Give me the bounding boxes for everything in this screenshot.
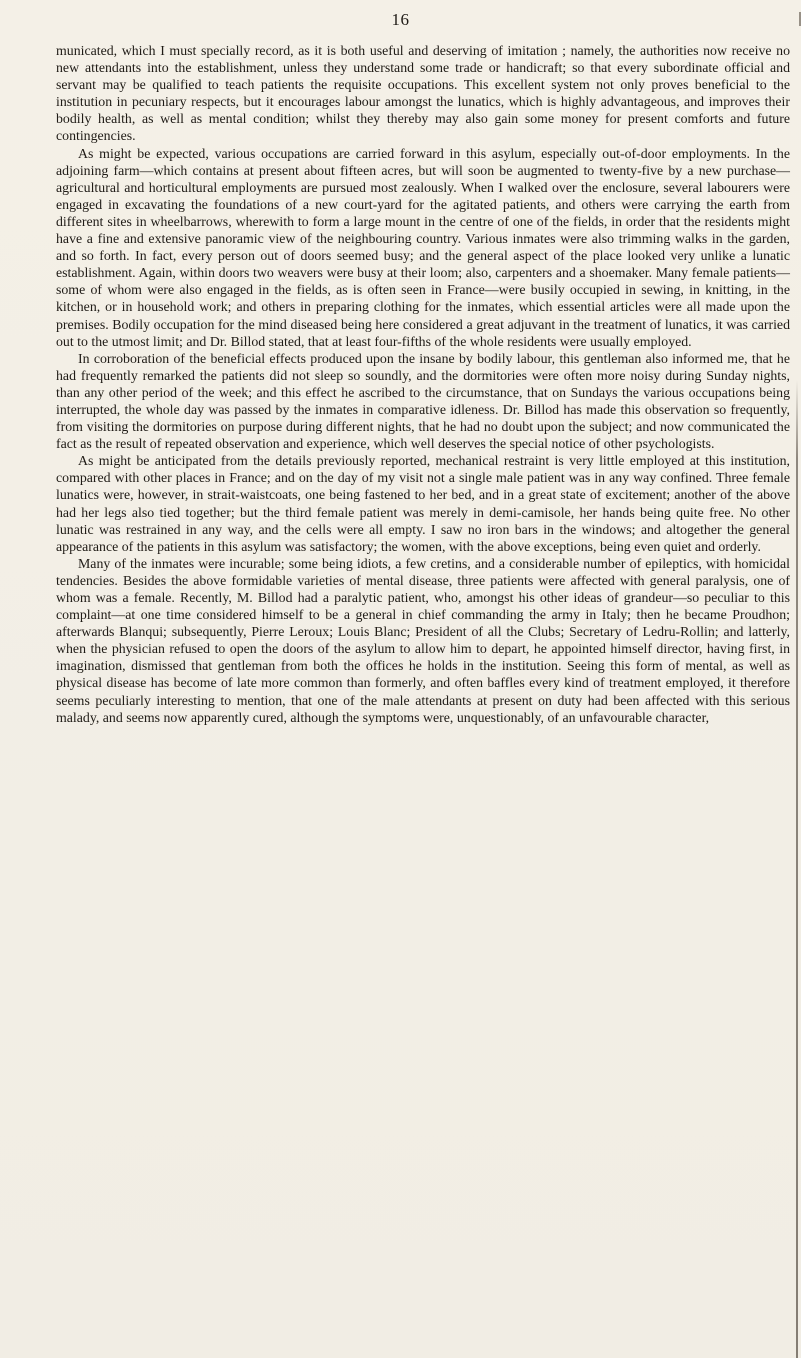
- page-number: 16: [391, 10, 410, 29]
- paragraph-2: As might be expected, various occupations are carried forward in this asylum, especially out-of-door employments. In the adjoining farm—which contains at present about fifteen acres, but will soon be augmented to twenty-five by a new purchase—agricultural and horticultural employments are pursued most zealously. When I walked over the enclosure, several labourers were engaged in excavating the foundations of a new court-yard for the agitated patients, and others were carrying the earth from different sites in wheelbarrows, wherewith to form a large mount in the centre of one of the fields, in order that the residents might have a fine and extensive panoramic view of the neighbouring country. Various inmates were also trimming walks in the garden, and so forth. In fact, every person out of doors seemed busy; and the general aspect of the place looked very unlike a lunatic establishment. Again, within doors two weavers were busy at their loom; also, carpenters and a shoemaker. Many female patients—some of whom were also engaged in the fields, as is often seen in France—were busily occupied in sewing, in knitting, in the kitchen, or in household work; and others in preparing clothing for the inmates, which essential articles were all made upon the premises. Bodily occupation for the mind diseased being here considered a great adjuvant in the treatment of lunatics, it was carried out to the utmost limit; and Dr. Billod stated, that at least four-fifths of the whole residents were usually employed.: [56, 145, 790, 349]
- paragraph-5: Many of the inmates were incurable; some being idiots, a few cretins, and a considerable number of epileptics, with homicidal tendencies. Besides the above formidable varieties of mental disease, three patients were affected with general paralysis, one of whom was a female. Recently, M. Billod had a paralytic patient, who, amongst his other ideas of grandeur—so peculiar to this complaint—at one time considered himself to be a general in chief commanding the army in Italy; then he became Proudhon; afterwards Blanqui; subsequently, Pierre Leroux; Louis Blanc; President of all the Clubs; Secretary of Ledru-Rollin; and latterly, when the physician refused to open the doors of the asylum to allow him to depart, he appointed himself director, having first, in imagination, dismissed that gentleman from both the offices he holds in the institution. Seeing this form of mental, as well as physical disease has become of late more common than formerly, and often baffles every kind of treatment employed, it therefore seems peculiarly interesting to mention, that one of the male attendants at present on duty had been affected with this serious malady, and seems now apparently cured, although the symptoms were, unquestionably, of an unfavourable character,: [56, 555, 790, 725]
- paragraph-1: municated, which I must specially record, as it is both useful and deserving of imitation ; namely, the authorities now receive no new attendants into the establishment, unless they understand some trade or handicraft; so that every subordinate official and servant may be qualified to teach patients the requisite occupations. This excellent system not only proves beneficial to the institution in pecuniary respects, but it encourages labour amongst the lunatics, which is highly advantageous, and improves their bodily health, as well as mental condition; whilst they thereby may also gain some money for present comforts and future contingencies.: [56, 43, 790, 144]
- body-text: [56, 42, 790, 726]
- paragraph-3: In corroboration of the beneficial effects produced upon the insane by bodily labour, this gentleman also informed me, that he had frequently remarked the patients did not sleep so soundly, and the dormitories were often more noisy during Sunday nights, than any other period of the week; and this effect he ascribed to the circumstance, that on Sundays the various occupations being interrupted, the whole day was passed by the inmates in comparative idleness. Dr. Billod has made this observation so frequently, from visiting the dormitories on purpose during different nights, that he had no doubt upon the subject; and now communicated the fact as the result of repeated observation and experience, which well deserves the special notice of other psychologists.: [56, 350, 790, 452]
- paragraph-4: As might be anticipated from the details previously reported, mechanical restraint is very little employed at this institution, compared with other places in France; and on the day of my visit not a single male patient was in any way confined. Three female lunatics were, however, in strait-waistcoats, one being fastened to her bed, and in a great state of excitement; another of the above had her legs also tied together; but the third female patient was merely in demi-camisole, her hands being quite free. No other lunatic was restrained in any way, and the cells were all empty. I saw no iron bars in the windows; and altogether the general appearance of the patients in this asylum was satisfactory; the women, with the above exceptions, being even quiet and orderly.: [56, 453, 790, 554]
- page-edge-shadow: [796, 380, 798, 1358]
